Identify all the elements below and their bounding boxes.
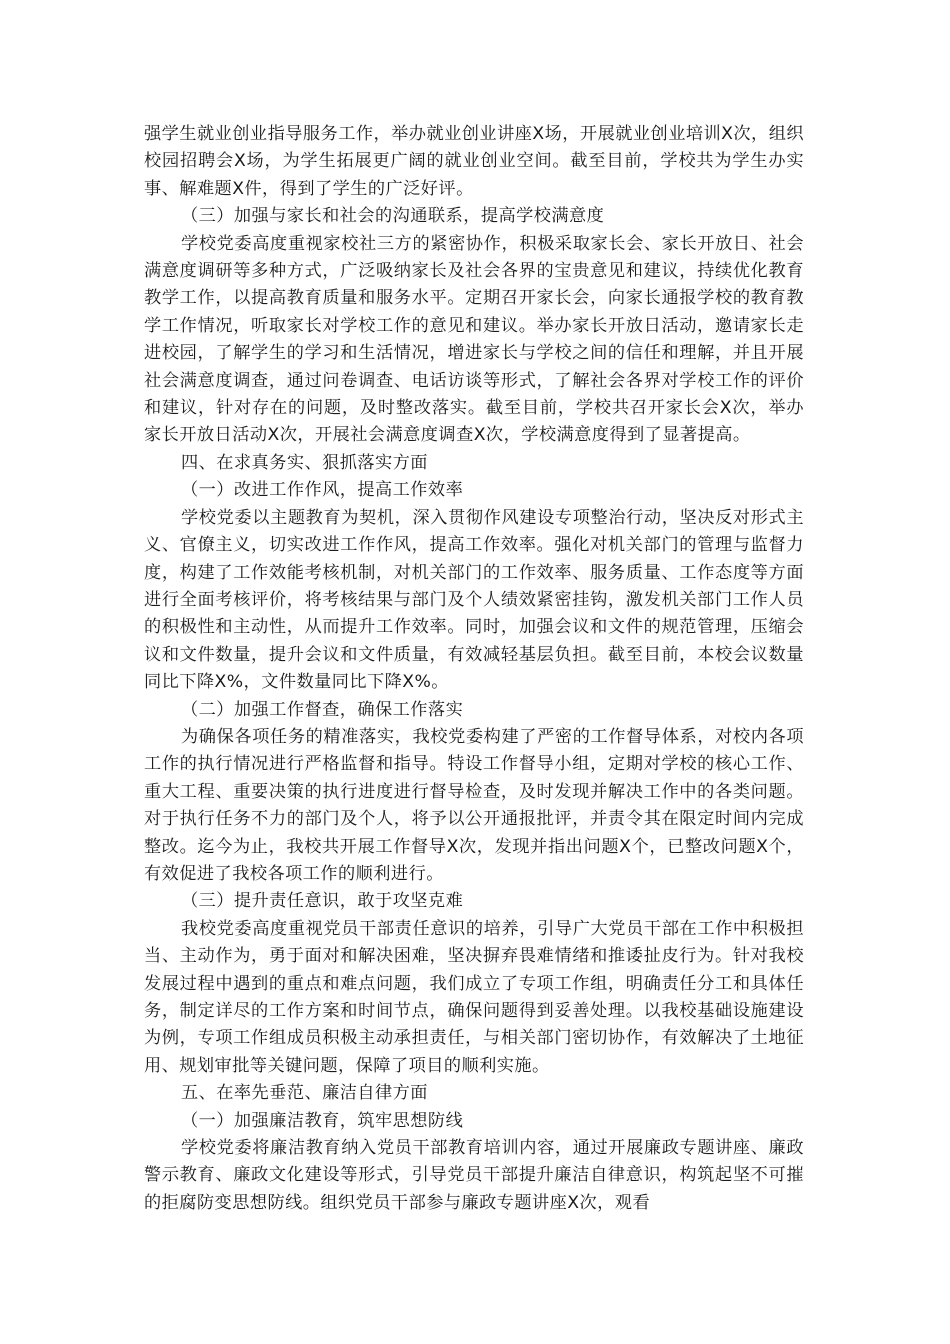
subheading-work-style: （一）改进工作作风，提高工作效率 — [181, 480, 464, 501]
paragraph-integrity-education: 学校党委将廉洁教育纳入党员干部教育培训内容，通过开展廉政专题讲座、廉政警示教育、廉政文化建设等形式，引导党员干部提升廉洁自律意识，构筑起坚不可摧的拒腐防变思想防线。组织党员干部参与廉政专题讲座X次，观看 — [144, 1138, 804, 1213]
paragraph-parent-society-communication: 学校党委高度重视家校社三方的紧密协作，积极采取家长会、家长开放日、社会满意度调研等多种方式，广泛吸纳家长及社会各界的宝贵意见和建议，持续优化教育教学工作，以提高教育质量和服务水平。定期召开家长会，向家长通报学校的教育教学工作情况，听取家长对学校工作的意见和建议。举办家长开放日活动，邀请家长走进校园，了解学生的学习和生活情况，增进家长与学校之间的信任和理解，并且开展社会满意度调查，通过问卷调查、电话访谈等形式，了解社会各界对学校工作的评价和建议，针对存在的问题，及时整改落实。截至目前，学校共召开家长会X次，举办家长开放日活动X次，开展社会满意度调查X次，学校满意度得到了显著提高。 — [144, 233, 804, 446]
paragraph-work-style: 学校党委以主题教育为契机，深入贯彻作风建设专项整治行动，坚决反对形式主义、官僚主义，切实改进工作作风，提高工作效率。强化对机关部门的管理与监督力度，构建了工作效能考核机制，对机关部门的工作效率、服务质量、工作态度等方面进行全面考核评价，将考核结果与部门及个人绩效紧密挂钩，激发机关部门工作人员的积极性和主动性，从而提升工作效率。同时，加强会议和文件的规范管理，压缩会议和文件数量，提升会议和文件质量，有效减轻基层负担。截至目前，本校会议数量同比下降X%，文件数量同比下降X%。 — [144, 507, 804, 693]
subheading-parent-society-communication: （三）加强与家长和社会的沟通联系，提高学校满意度 — [181, 206, 605, 227]
heading-section-five: 五、在率先垂范、廉洁自律方面 — [181, 1083, 428, 1104]
heading-section-four: 四、在求真务实、狠抓落实方面 — [181, 452, 428, 473]
paragraph-supervision: 为确保各项任务的精准落实，我校党委构建了严密的工作督导体系，对校内各项工作的执行情况进行严格监督和指导。特设工作督导小组，定期对学校的核心工作、重大工程、重要决策的执行进度进行督导检查，及时发现并解决工作中的各类问题。对于执行任务不力的部门及个人，将予以公开通报批评，并责令其在限定时间内完成整改。迄今为止，我校共开展工作督导X次，发现并指出问题X个，已整改问题X个，有效促进了我校各项工作的顺利进行。 — [144, 726, 804, 884]
document-body — [144, 121, 804, 1217]
subheading-integrity-education: （一）加强廉洁教育，筑牢思想防线 — [181, 1110, 464, 1131]
paragraph-responsibility: 我校党委高度重视党员干部责任意识的培养，引导广大党员干部在工作中积极担当、主动作为，勇于面对和解决困难，坚决摒弃畏难情绪和推诿扯皮行为。针对我校发展过程中遇到的重点和难点问题，我们成立了专项工作组，明确责任分工和具体任务，制定详尽的工作方案和时间节点，确保问题得到妥善处理。以我校基础设施建设为例，专项工作组成员积极主动承担责任，与相关部门密切协作，有效解决了土地征用、规划审批等关键问题，保障了项目的顺利实施。 — [144, 918, 804, 1076]
subheading-responsibility: （三）提升责任意识，敢于攻坚克难 — [181, 891, 464, 912]
subheading-supervision: （二）加强工作督查，确保工作落实 — [181, 699, 464, 720]
paragraph-continued-employment: 强学生就业创业指导服务工作，举办就业创业讲座X场，开展就业创业培训X次，组织校园招聘会X场，为学生拓展更广阔的就业创业空间。截至目前，学校共为学生办实事、解难题X件，得到了学生的广泛好评。 — [144, 124, 804, 199]
